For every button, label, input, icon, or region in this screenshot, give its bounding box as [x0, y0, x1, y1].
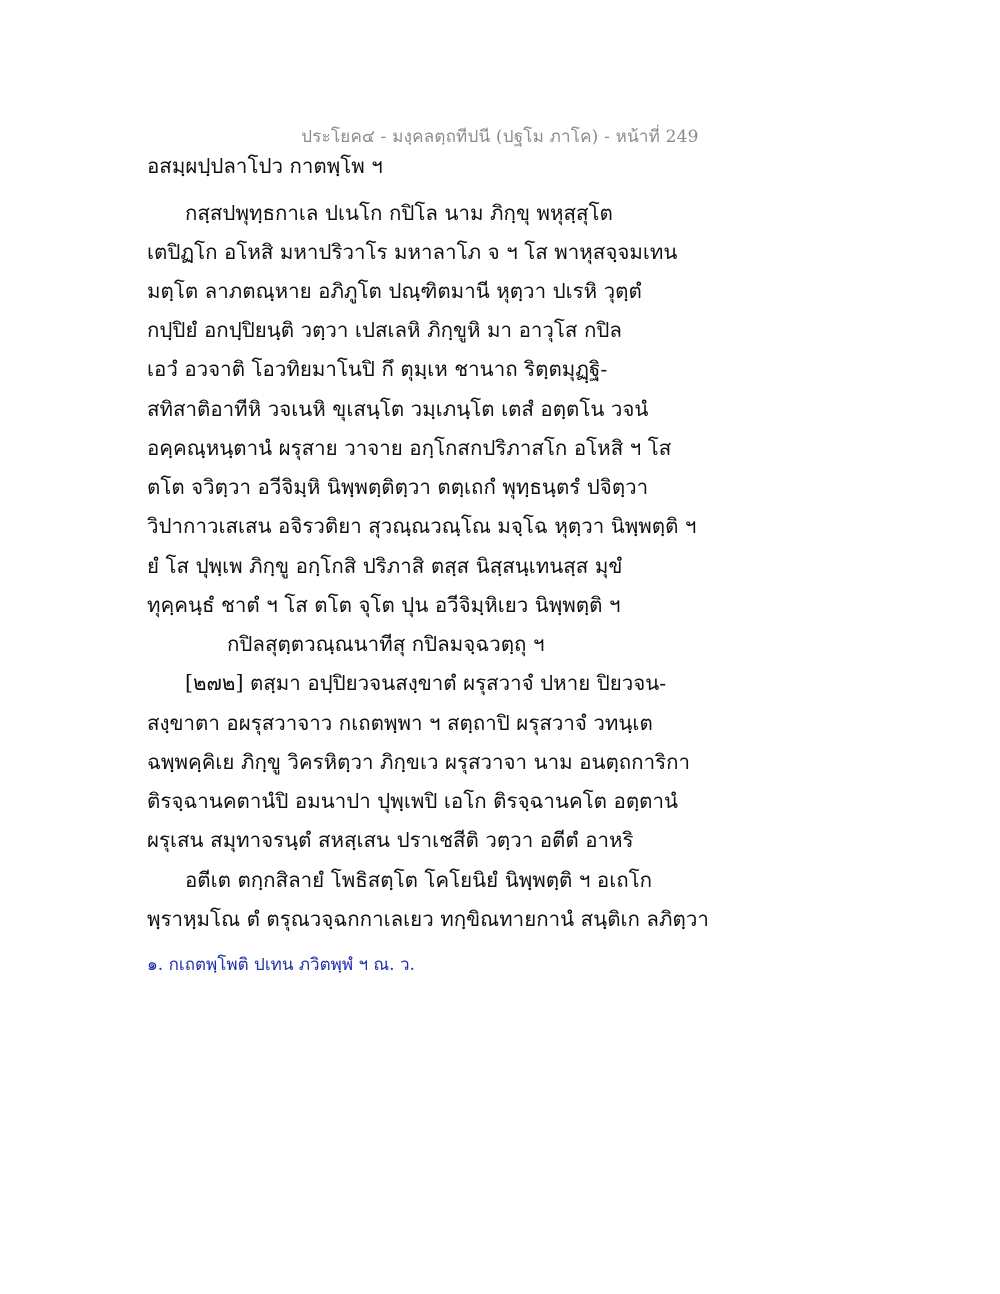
text-line: ตโต จวิตฺวา อวีจิมฺหิ นิพฺพตฺติตฺวา ตตฺเถกํ พุทฺธนฺตรํ ปจิตฺวา — [147, 475, 649, 499]
paragraph-first-line: [๒๗๒] ตสฺมา อปฺปิยวจนสงฺขาตํ ผรุสวาจํ ปหาย ปิยวจน- — [185, 671, 667, 695]
text-line: สงฺขาตา อผรุสวาจาว กเถตพฺพา ฯ สตฺถาปิ ผรุสวาจํ วทนฺเต — [147, 711, 653, 735]
text-line: อคฺคณฺหนฺตานํ ผรุสาย วาจาย อกฺโกสกปริภาสโก อโหสิ ฯ โส — [147, 436, 672, 460]
text-line: มตฺโต ลาภตณฺหาย อภิภูโต ปณฺฑิตมานี หุตฺวา ปเรหิ วุตฺตํ — [147, 279, 642, 303]
section-caption: กปิลสุตฺตวณฺณนาทีสุ กปิลมจฺฉวตฺถุ ฯ — [227, 632, 545, 656]
text-line: ยํ โส ปุพฺเพ ภิกฺขู อกฺโกสิ ปริภาสิ ตสฺส นิสฺสนฺเทนสฺส มุขํ — [147, 554, 623, 578]
footnote: ๑. กเถตพฺโพติ ปเทน ภวิตพฺพํ ฯ ณ. ว. — [147, 955, 415, 975]
text-line: วิปากาวเสเสน อจิรวติยา สุวณฺณวณฺโณ มจฺโฉ หุตฺวา นิพฺพตฺติ ฯ — [147, 514, 697, 538]
text-line: กปฺปิยํ อกปฺปิยนฺติ วตฺวา เปสเลหิ ภิกฺขูหิ มา อาวุโส กปิล — [147, 318, 622, 342]
paragraph-first-line: กสฺสปพุทฺธกาเล ปเนโก กปิโล นาม ภิกฺขุ พหุสฺสุโต — [185, 201, 613, 225]
text-line: อสมฺผปฺปลาโปว กาตพฺโพ ฯ — [147, 154, 383, 178]
text-line: ทุคฺคนฺธํ ชาตํ ฯ โส ตโต จุโต ปุน อวีจิมฺหิเยว นิพฺพตฺติ ฯ — [147, 593, 621, 617]
text-line: ผรุเสน สมุทาจรนฺตํ สหสฺเสน ปราเชสีติ วตฺวา อตีตํ อาหริ — [147, 828, 634, 852]
paragraph-first-line: อตีเต ตกฺกสิลายํ โพธิสตฺโต โคโยนิยํ นิพฺพตฺติ ฯ อเถโก — [185, 868, 653, 892]
running-header: ประโยค๔ - มงฺคลตฺถทีปนี (ปฐโม ภาโค) - หน้าที่ 249 — [301, 127, 699, 147]
text-line: ติรจฺฉานคตานํปิ อมนาปา ปุพฺเพปิ เอโก ติรจฺฉานคโต อตฺตานํ — [147, 789, 678, 813]
text-line: สทิสาติอาทีหิ วจเนหิ ขุเสนฺโต วมฺเภนฺโต เตสํ อตฺตโน วจนํ — [147, 397, 649, 421]
text-line: พฺราหฺมโณ ตํ ตรุณวจฺฉกกาเลเยว ทกฺขิณทายกานํ สนฺติเก ลภิตฺวา — [147, 907, 709, 931]
text-line: เอวํ อวจาติ โอวทิยมาโนปิ กึ ตุมฺเห ชานาถ ริตฺตมุฏฺฐิ- — [147, 357, 608, 381]
text-line: เตปิฏโก อโหสิ มหาปริวาโร มหาลาโภ จ ฯ โส พาหุสจฺจมเทน — [147, 240, 678, 264]
text-line: ฉพฺพคฺคิเย ภิกฺขู วิครหิตฺวา ภิกฺขเว ผรุสวาจา นาม อนตฺถการิกา — [147, 750, 691, 774]
